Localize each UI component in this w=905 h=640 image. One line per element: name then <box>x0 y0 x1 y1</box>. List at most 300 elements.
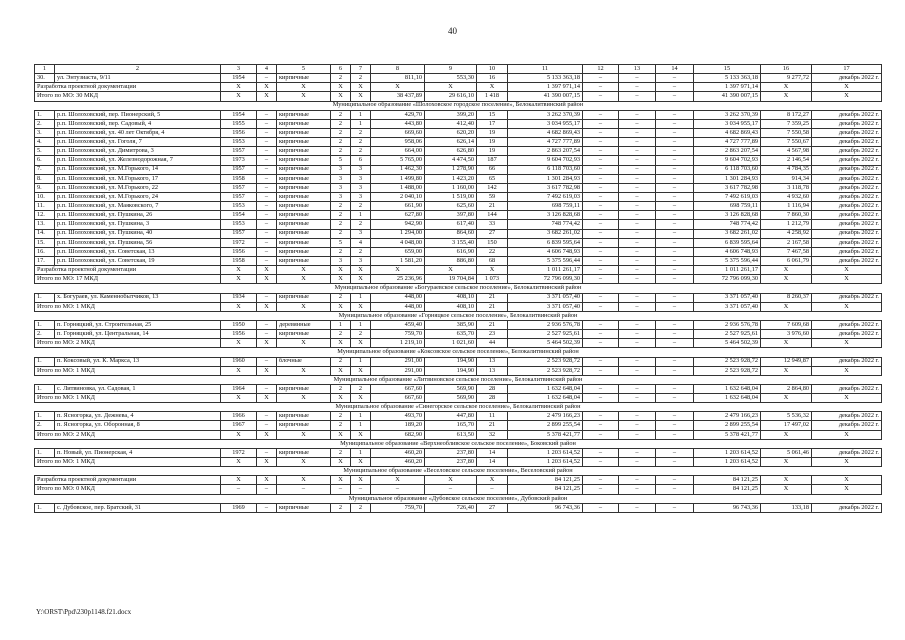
table-cell: X <box>331 476 351 485</box>
table-cell: X <box>221 458 257 467</box>
table-cell: X <box>331 275 351 284</box>
table-cell: 1967 <box>221 421 257 430</box>
table-cell: 1960 <box>221 357 257 366</box>
table-cell: кирпичные <box>277 165 331 174</box>
table-cell: 460,20 <box>371 458 425 467</box>
table-cell: 1950 <box>221 320 257 329</box>
subtotal-row <box>35 476 882 485</box>
section-heading-row <box>35 403 882 412</box>
table-cell: – <box>257 412 277 421</box>
table-cell: 2 <box>331 128 351 137</box>
table-cell: 14 <box>477 448 508 457</box>
table-cell: – <box>583 183 619 192</box>
building-address: р.п. Шолоховский, ул. Пушкина, 40 <box>55 229 221 238</box>
table-cell: 1 011 261,17 <box>508 266 583 275</box>
table-cell: 84 121,25 <box>508 485 583 494</box>
table-cell: 12 949,87 <box>761 357 812 366</box>
table-cell: X <box>351 458 371 467</box>
table-cell: 84 121,25 <box>694 476 761 485</box>
table-cell: X <box>331 458 351 467</box>
table-cell: 429,70 <box>371 110 425 119</box>
table-cell: X <box>371 83 425 92</box>
table-cell: 7 609,68 <box>761 320 812 329</box>
table-cell: 1954 <box>221 74 257 83</box>
table-cell: 7 492 619,03 <box>694 192 761 201</box>
table-cell: 2. <box>35 330 55 339</box>
table-cell: 7 467,58 <box>761 247 812 256</box>
table-cell: кирпичные <box>277 503 331 512</box>
table-cell: X <box>257 275 277 284</box>
table-cell: 2 936 576,78 <box>694 320 761 329</box>
table-cell: 7 860,30 <box>761 211 812 220</box>
table-cell: 2 <box>331 229 351 238</box>
table-cell: 59 <box>477 192 508 201</box>
table-cell: – <box>583 92 619 101</box>
table-cell: X <box>812 458 882 467</box>
table-cell: 627,80 <box>371 211 425 220</box>
table-cell: 958,06 <box>371 138 425 147</box>
table-cell: – <box>656 211 694 220</box>
table-cell: 3 262 370,39 <box>508 110 583 119</box>
table-cell: 2 146,54 <box>761 156 812 165</box>
table-cell: 626,80 <box>425 147 477 156</box>
table-cell: 682,90 <box>371 430 425 439</box>
table-cell: 5 061,46 <box>761 448 812 457</box>
table-cell: – <box>656 421 694 430</box>
table-cell: кирпичные <box>277 330 331 339</box>
table-cell: 2 863 207,54 <box>694 147 761 156</box>
table-cell: 3 682 261,02 <box>508 229 583 238</box>
building-row <box>35 110 882 119</box>
row-label: Разработка проектной документации <box>35 83 221 92</box>
table-cell: 1 021,60 <box>425 339 477 348</box>
table-cell: X <box>221 266 257 275</box>
building-row <box>35 448 882 457</box>
table-cell: X <box>812 476 882 485</box>
table-cell: – <box>619 128 656 137</box>
table-cell: – <box>619 458 656 467</box>
table-cell: – <box>656 92 694 101</box>
table-cell: – <box>583 302 619 311</box>
table-cell: 3 <box>331 183 351 192</box>
table-cell: 459,40 <box>371 320 425 329</box>
footer-file-path: Y:\ORST\Ppd\230p1148.f21.docx <box>36 608 132 616</box>
table-cell: 698 759,11 <box>694 202 761 211</box>
table-cell: 2 <box>331 503 351 512</box>
table-cell: 748 774,42 <box>508 220 583 229</box>
table-cell: декабрь 2022 г. <box>812 229 882 238</box>
table-cell: декабрь 2022 г. <box>812 128 882 137</box>
table-cell: 4 784,35 <box>761 165 812 174</box>
table-cell: X <box>277 92 331 101</box>
table-cell: 448,00 <box>371 293 425 302</box>
table-cell: – <box>619 147 656 156</box>
table-cell: – <box>619 293 656 302</box>
table-cell: кирпичные <box>277 138 331 147</box>
table-cell: – <box>619 174 656 183</box>
table-cell: – <box>257 320 277 329</box>
table-cell: 669,60 <box>371 128 425 137</box>
table-cell: 448,00 <box>371 302 425 311</box>
table-cell: – <box>656 156 694 165</box>
table-cell: X <box>351 476 371 485</box>
table-cell: декабрь 2022 г. <box>812 165 882 174</box>
building-row <box>35 293 882 302</box>
table-cell: 886,80 <box>425 256 477 265</box>
table-cell: 27 <box>477 503 508 512</box>
subtotal-row <box>35 366 882 375</box>
municipality-heading: Муниципальное образование «Верхнеобливское сельское поселение», Боковский район <box>35 439 882 448</box>
table-cell: декабрь 2022 г. <box>812 421 882 430</box>
table-cell: 41 390 007,15 <box>508 92 583 101</box>
table-cell: декабрь 2022 г. <box>812 357 882 366</box>
table-cell: X <box>277 339 331 348</box>
row-label: Итого по МО: 30 МКД <box>35 92 221 101</box>
table-cell: декабрь 2022 г. <box>812 156 882 165</box>
table-cell: – <box>257 448 277 457</box>
table-cell: 44 <box>477 339 508 348</box>
table-cell: 667,60 <box>371 384 425 393</box>
table-cell: 1 <box>351 448 371 457</box>
table-cell: X <box>277 366 331 375</box>
table-cell: – <box>583 458 619 467</box>
table-cell: 96 743,36 <box>694 503 761 512</box>
table-cell: 3 617 782,98 <box>508 183 583 192</box>
table-cell: X <box>425 266 477 275</box>
table-cell: кирпичные <box>277 293 331 302</box>
table-cell: 626,14 <box>425 138 477 147</box>
table-cell: – <box>257 128 277 137</box>
table-cell: 7. <box>35 165 55 174</box>
table-cell: X <box>761 275 812 284</box>
table-cell: X <box>351 266 371 275</box>
table-cell: кирпичные <box>277 156 331 165</box>
table-cell: 2 527 925,61 <box>694 330 761 339</box>
table-cell: 4. <box>35 138 55 147</box>
table-cell: кирпичные <box>277 256 331 265</box>
municipality-heading: Муниципальное образование «Синегорское сельское поселение», Белокалитвинский район <box>35 403 882 412</box>
table-cell: 3 371 057,40 <box>508 302 583 311</box>
table-cell: кирпичные <box>277 74 331 83</box>
table-cell: – <box>619 503 656 512</box>
table-cell: 5 133 363,18 <box>694 74 761 83</box>
table-cell: X <box>331 83 351 92</box>
table-cell: – <box>619 394 656 403</box>
table-cell: 1953 <box>221 138 257 147</box>
table-cell: 2 479 166,23 <box>508 412 583 421</box>
column-number-header: 12 <box>583 65 619 74</box>
table-cell: – <box>583 202 619 211</box>
table-cell: 1 160,00 <box>425 183 477 192</box>
table-cell: 4 567,98 <box>761 147 812 156</box>
table-cell: 1964 <box>221 384 257 393</box>
table-cell: 6. <box>35 156 55 165</box>
table-cell: 3 <box>351 174 371 183</box>
table-cell: 19 <box>477 138 508 147</box>
table-cell: 942,90 <box>371 220 425 229</box>
building-row <box>35 138 882 147</box>
table-cell: 412,40 <box>425 119 477 128</box>
table-cell: кирпичные <box>277 174 331 183</box>
table-cell: 1. <box>35 384 55 393</box>
table-cell: – <box>656 119 694 128</box>
table-cell: 4 682 869,43 <box>694 128 761 137</box>
table-cell: 1 301 284,93 <box>508 174 583 183</box>
table-cell: X <box>812 430 882 439</box>
building-address: р.п. Шолоховский, ул. М.Горького, 24 <box>55 192 221 201</box>
table-cell: – <box>351 485 371 494</box>
row-label: Разработка проектной документации <box>35 476 221 485</box>
table-cell: – <box>583 174 619 183</box>
table-cell: – <box>619 211 656 220</box>
table-cell: 1 <box>351 320 371 329</box>
building-address: р.п. Шолоховский, ул. М.Горького, 22 <box>55 183 221 192</box>
table-cell: 66 <box>477 165 508 174</box>
table-cell: 142 <box>477 183 508 192</box>
table-cell: кирпичные <box>277 119 331 128</box>
table-cell: 1. <box>35 110 55 119</box>
table-cell: 2 <box>351 147 371 156</box>
table-cell: 1972 <box>221 238 257 247</box>
table-cell: – <box>619 357 656 366</box>
table-cell: 1957 <box>221 147 257 156</box>
table-cell: 1958 <box>221 256 257 265</box>
table-cell: 16 <box>477 74 508 83</box>
table-cell: 8 172,27 <box>761 110 812 119</box>
column-number-header: 3 <box>221 65 257 74</box>
section-heading-row <box>35 284 882 293</box>
table-cell: 664,00 <box>371 147 425 156</box>
table-cell: 1957 <box>221 192 257 201</box>
table-cell: 2 <box>351 247 371 256</box>
table-cell: 914,34 <box>761 174 812 183</box>
table-cell: 397,80 <box>425 211 477 220</box>
table-cell: 2 523 928,72 <box>508 366 583 375</box>
table-cell: 726,40 <box>425 503 477 512</box>
table-cell: 21 <box>477 302 508 311</box>
table-cell: – <box>619 247 656 256</box>
table-cell: – <box>656 357 694 366</box>
subtotal-row <box>35 83 882 92</box>
table-cell: X <box>812 366 882 375</box>
table-cell: – <box>656 302 694 311</box>
table-cell: кирпичные <box>277 183 331 192</box>
table-cell: – <box>619 229 656 238</box>
table-cell: – <box>656 238 694 247</box>
table-cell: X <box>371 476 425 485</box>
table-cell: кирпичные <box>277 147 331 156</box>
table-cell: 1 <box>351 293 371 302</box>
building-address: п. Новый, ул. Пионерская, 4 <box>55 448 221 457</box>
table-cell: X <box>425 476 477 485</box>
table-cell: 21 <box>477 421 508 430</box>
building-row <box>35 357 882 366</box>
table-cell: – <box>583 247 619 256</box>
table-cell: 5 378 421,77 <box>694 430 761 439</box>
table-cell: – <box>656 293 694 302</box>
table-cell: 3 <box>351 165 371 174</box>
table-cell: X <box>761 266 812 275</box>
table-cell: кирпичные <box>277 229 331 238</box>
table-cell: кирпичные <box>277 110 331 119</box>
table-cell: – <box>277 485 331 494</box>
table-cell: – <box>257 202 277 211</box>
table-cell: 2 936 576,78 <box>508 320 583 329</box>
table-cell: X <box>331 266 351 275</box>
table-cell: 1 212,79 <box>761 220 812 229</box>
table-cell: 22 <box>477 247 508 256</box>
column-number-header: 17 <box>812 65 882 74</box>
building-row <box>35 165 882 174</box>
table-cell: 5 375 596,44 <box>508 256 583 265</box>
table-cell: 408,10 <box>425 293 477 302</box>
table-cell: 5 375 596,44 <box>694 256 761 265</box>
column-number-header: 5 <box>277 65 331 74</box>
table-cell: X <box>277 430 331 439</box>
table-cell: 3 034 955,17 <box>694 119 761 128</box>
column-number-header: 1 <box>35 65 55 74</box>
table-cell: 144 <box>477 211 508 220</box>
row-label: Итого по МО: 1 МКД <box>35 366 221 375</box>
building-address: р.п. Шолоховский, ул. Советская, 19 <box>55 256 221 265</box>
table-cell: 1 632 648,04 <box>508 384 583 393</box>
column-number-header: 16 <box>761 65 812 74</box>
table-cell: декабрь 2022 г. <box>812 202 882 211</box>
table-cell: декабрь 2022 г. <box>812 412 882 421</box>
table-cell: X <box>812 394 882 403</box>
table-cell: X <box>331 339 351 348</box>
building-row <box>35 220 882 229</box>
table-cell: – <box>583 74 619 83</box>
table-body <box>35 65 882 513</box>
table-cell: X <box>277 302 331 311</box>
table-cell: – <box>583 357 619 366</box>
table-cell: 5 464 502,39 <box>694 339 761 348</box>
table-cell: – <box>656 74 694 83</box>
table-cell: X <box>425 83 477 92</box>
table-cell: – <box>619 119 656 128</box>
page-number: 40 <box>448 26 457 36</box>
table-cell: – <box>583 165 619 174</box>
building-address: р.п. Шолоховский, ул. Железнодорожная, 7 <box>55 156 221 165</box>
table-cell: X <box>812 83 882 92</box>
table-cell: – <box>619 302 656 311</box>
table-cell: X <box>761 92 812 101</box>
table-cell: – <box>257 138 277 147</box>
table-cell: 21 <box>477 293 508 302</box>
table-cell: X <box>761 366 812 375</box>
table-cell: 8 260,37 <box>761 293 812 302</box>
table-cell: 72 796 099,30 <box>694 275 761 284</box>
table-cell: – <box>619 448 656 457</box>
table-cell: декабрь 2022 г. <box>812 138 882 147</box>
table-cell: X <box>257 458 277 467</box>
table-cell: 569,90 <box>425 394 477 403</box>
table-cell: 3 034 955,17 <box>508 119 583 128</box>
table-cell: – <box>257 74 277 83</box>
table-cell: – <box>331 485 351 494</box>
table-cell: 1. <box>35 357 55 366</box>
row-label: Итого по МО: 0 МКД <box>35 485 221 494</box>
table-cell: 569,90 <box>425 384 477 393</box>
section-heading-row <box>35 439 882 448</box>
table-cell: 1. <box>35 412 55 421</box>
table-cell: X <box>221 394 257 403</box>
building-address: р.п. Шолоховский, ул. Пушкина, 3 <box>55 220 221 229</box>
table-cell: 1 632 648,04 <box>694 384 761 393</box>
table-cell: 4 474,50 <box>425 156 477 165</box>
table-cell: кирпичные <box>277 238 331 247</box>
table-cell: – <box>257 229 277 238</box>
table-cell: 9 604 702,93 <box>508 156 583 165</box>
table-cell: X <box>761 430 812 439</box>
table-cell: – <box>583 83 619 92</box>
table-cell: – <box>257 384 277 393</box>
section-heading-row <box>35 494 882 503</box>
table-cell: – <box>656 485 694 494</box>
column-number-header: 4 <box>257 65 277 74</box>
table-cell: 4 048,00 <box>371 238 425 247</box>
table-cell: 698 759,11 <box>508 202 583 211</box>
table-cell: 2 <box>331 421 351 430</box>
table-cell: 3 617 782,98 <box>694 183 761 192</box>
table-cell: 237,80 <box>425 448 477 457</box>
table-cell: 1 397 971,14 <box>694 83 761 92</box>
table-cell: – <box>619 330 656 339</box>
table-cell: 33 <box>477 220 508 229</box>
table-cell: 1956 <box>221 247 257 256</box>
table-cell: декабрь 2022 г. <box>812 110 882 119</box>
table-cell: декабрь 2022 г. <box>812 448 882 457</box>
section-heading-row <box>35 467 882 476</box>
table-cell: – <box>656 202 694 211</box>
table-cell: 17 497,02 <box>761 421 812 430</box>
table-cell: 1966 <box>221 412 257 421</box>
table-cell: 8. <box>35 174 55 183</box>
table-cell: – <box>257 256 277 265</box>
table-cell: 1 632 648,04 <box>694 394 761 403</box>
table-cell: 291,00 <box>371 366 425 375</box>
table-cell: X <box>351 339 371 348</box>
section-heading-row <box>35 311 882 320</box>
building-row <box>35 503 882 512</box>
table-cell: декабрь 2022 г. <box>812 503 882 512</box>
building-row <box>35 119 882 128</box>
table-cell: 187 <box>477 156 508 165</box>
table-cell: 4 606 748,93 <box>694 247 761 256</box>
building-row <box>35 247 882 256</box>
table-cell: 15 <box>477 110 508 119</box>
table-cell: 6 061,79 <box>761 256 812 265</box>
row-label: Разработка проектной документации <box>35 266 221 275</box>
table-cell: 2 864,80 <box>761 384 812 393</box>
table-cell: 41 390 007,15 <box>694 92 761 101</box>
column-number-header: 14 <box>656 65 694 74</box>
table-cell: X <box>257 92 277 101</box>
building-row <box>35 183 882 192</box>
building-row <box>35 128 882 137</box>
table-cell: кирпичные <box>277 220 331 229</box>
table-cell: – <box>656 174 694 183</box>
table-cell: – <box>583 448 619 457</box>
table-cell: 2 <box>331 119 351 128</box>
table-cell: X <box>277 266 331 275</box>
table-cell: декабрь 2022 г. <box>812 211 882 220</box>
table-cell: – <box>583 339 619 348</box>
table-cell: 4 <box>351 238 371 247</box>
table-cell: 19 704,84 <box>425 275 477 284</box>
table-cell: 2 899 255,54 <box>508 421 583 430</box>
